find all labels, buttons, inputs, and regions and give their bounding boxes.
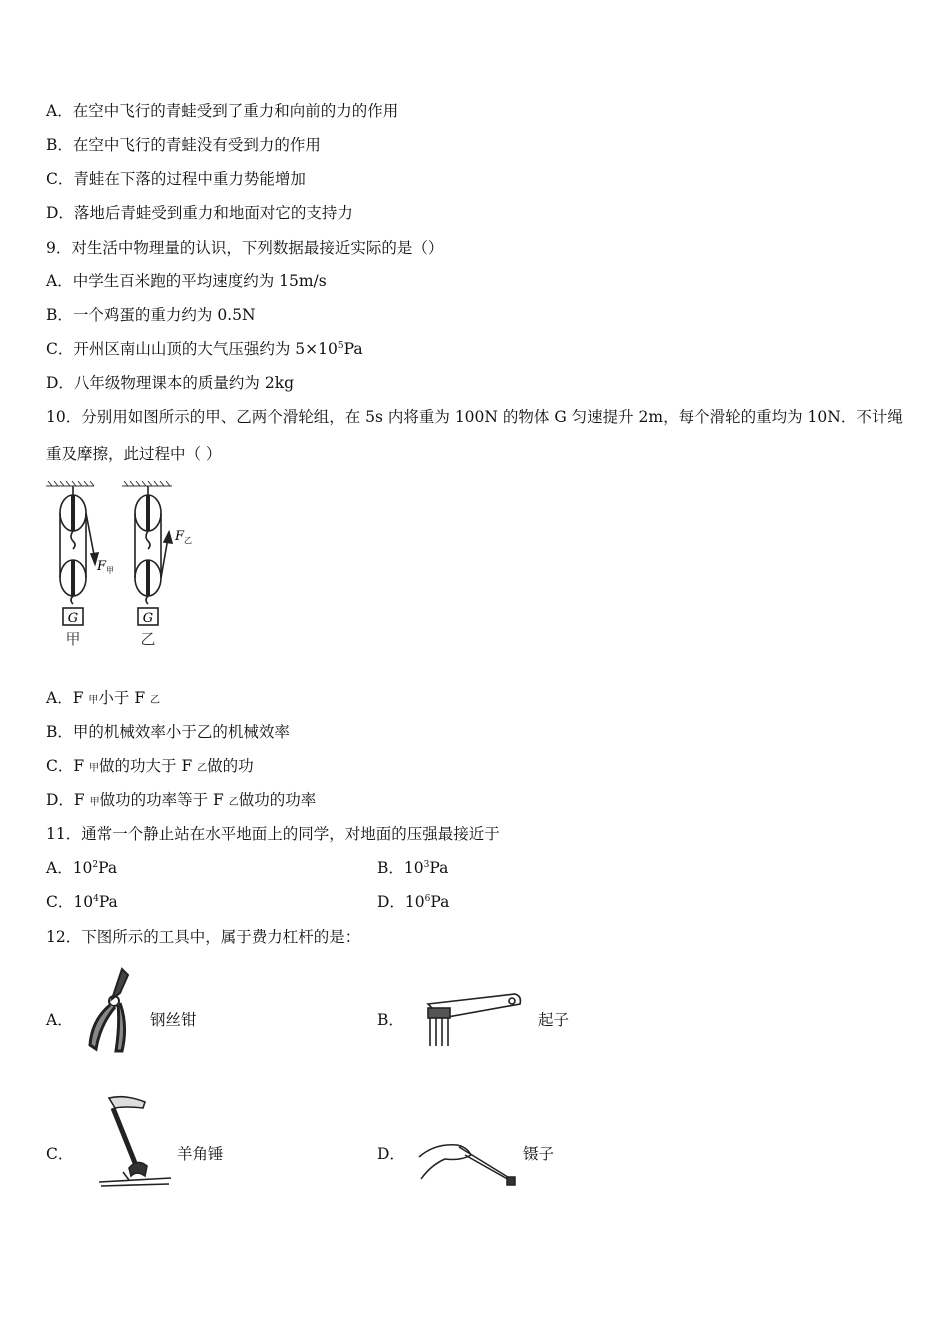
- q11-c-unit: Pa: [98, 893, 118, 911]
- q11-option-a: [46, 858, 117, 878]
- q12-c-letter: C．: [46, 1145, 74, 1163]
- q12-b-letter: B．: [377, 1011, 404, 1029]
- q10-d-part3: 做功的功率: [238, 791, 317, 809]
- q11-a-base: A．10: [46, 859, 93, 877]
- weight-label-left: G: [67, 611, 79, 626]
- q8-option-d: D．落地后青蛙受到重力和地面对它的支持力: [46, 204, 353, 222]
- q10-c-part3: 做的功: [207, 757, 254, 775]
- q11-b-base: B．10: [377, 859, 424, 877]
- q12-d-name: 镊子: [523, 1145, 555, 1163]
- q11-option-c: [46, 892, 118, 912]
- q11-stem: 11．通常一个静止站在水平地面上的同学，对地面的压强最接近于: [46, 825, 500, 843]
- pulley-figure: [40, 478, 210, 653]
- q11-c-exp: 4: [93, 894, 99, 904]
- q9-c-unit: Pa: [343, 340, 363, 358]
- q10-d-sub1: 甲: [89, 797, 100, 808]
- q11-d-exp: 6: [424, 894, 431, 904]
- q10-c-sub1: 甲: [89, 763, 100, 774]
- q9-option-d: D．八年级物理课本的质量约为 2kg: [46, 374, 295, 392]
- q10-a-part1: A．F: [46, 689, 89, 707]
- q12-a-letter: A．: [46, 1011, 73, 1029]
- bottle-opener-icon: [420, 990, 525, 1050]
- q10-a-part2: 小于 F: [98, 689, 150, 707]
- pliers-icon: [82, 965, 142, 1055]
- q11-b-exp: 3: [423, 860, 430, 870]
- q8-option-c: C．青蛙在下落的过程中重力势能增加: [46, 170, 306, 188]
- q11-option-d: [377, 892, 449, 912]
- q8-option-a: A．在空中飞行的青蛙受到了重力和向前的力的作用: [46, 102, 399, 120]
- q10-a-sub2: 乙: [150, 695, 160, 706]
- q10-d-part2: 做功的功率等于 F: [99, 791, 229, 809]
- weight-label-right: G: [142, 611, 154, 626]
- q10-stem: 10．分别用如图所示的甲、乙两个滑轮组，在 5s 内将重为 100N 的物体 G 匀速提升 2m，每个滑轮的重均为 10N．不计绳重及摩擦，此过程中（ ）: [46, 408, 903, 463]
- q12-stem: 12．下图所示的工具中，属于费力杠杆的是：: [46, 928, 361, 946]
- force-label-left-sub: 甲: [106, 566, 114, 575]
- q10-c-sub2: 乙: [197, 763, 208, 774]
- q10-c-part1: C．F: [46, 757, 90, 775]
- q11-a-exp: 2: [92, 860, 99, 870]
- q10-d-sub2: 乙: [228, 797, 239, 808]
- q11-d-base: D．10: [377, 893, 425, 911]
- q12-a-name: 钢丝钳: [150, 1011, 197, 1029]
- q10-a-sub1: 甲: [88, 695, 99, 706]
- q12-d-letter: D．: [377, 1145, 405, 1163]
- pulley-system-right: [135, 486, 172, 625]
- caption-left: 甲: [65, 630, 81, 648]
- caption-right: 乙: [140, 630, 156, 648]
- q9-stem: 9．对生活中物理量的认识，下列数据最接近实际的是（）: [46, 239, 444, 257]
- q11-d-unit: Pa: [430, 893, 450, 911]
- q9-option-a: A．中学生百米跑的平均速度约为 15m/s: [46, 272, 327, 290]
- q12-b-name: 起子: [538, 1011, 570, 1029]
- q10-c-part2: 做的功大于 F: [99, 757, 198, 775]
- q9-option-b: B．一个鸡蛋的重力约为 0.5N: [46, 306, 256, 324]
- q11-c-base: C．10: [46, 893, 94, 911]
- force-label-right-sub: 乙: [184, 536, 192, 545]
- claw-hammer-icon: [95, 1092, 175, 1192]
- q12-c-name: 羊角锤: [177, 1145, 224, 1163]
- q8-option-b: B．在空中飞行的青蛙没有受到力的作用: [46, 136, 321, 154]
- ceiling-right: [122, 481, 172, 486]
- tweezers-icon: [415, 1135, 525, 1195]
- q11-a-unit: Pa: [98, 859, 118, 877]
- force-label-right: F: [175, 529, 185, 544]
- q11-b-unit: Pa: [429, 859, 449, 877]
- q10-option-a: [46, 688, 160, 711]
- pulley-system-left: [60, 486, 98, 625]
- q11-option-b: [377, 858, 448, 878]
- q10-option-b: B．甲的机械效率小于乙的机械效率: [46, 723, 290, 741]
- q10-option-d: [46, 790, 316, 813]
- ceiling-left: [46, 481, 94, 486]
- force-label-left: F: [97, 559, 107, 574]
- q9-c-exponent: 5: [337, 341, 344, 351]
- q9-c-text: C．开州区南山山顶的大气压强约为 5×10: [46, 340, 338, 358]
- q10-d-part1: D．F: [46, 791, 90, 809]
- q10-option-c: [46, 756, 254, 779]
- q9-option-c: [46, 339, 363, 359]
